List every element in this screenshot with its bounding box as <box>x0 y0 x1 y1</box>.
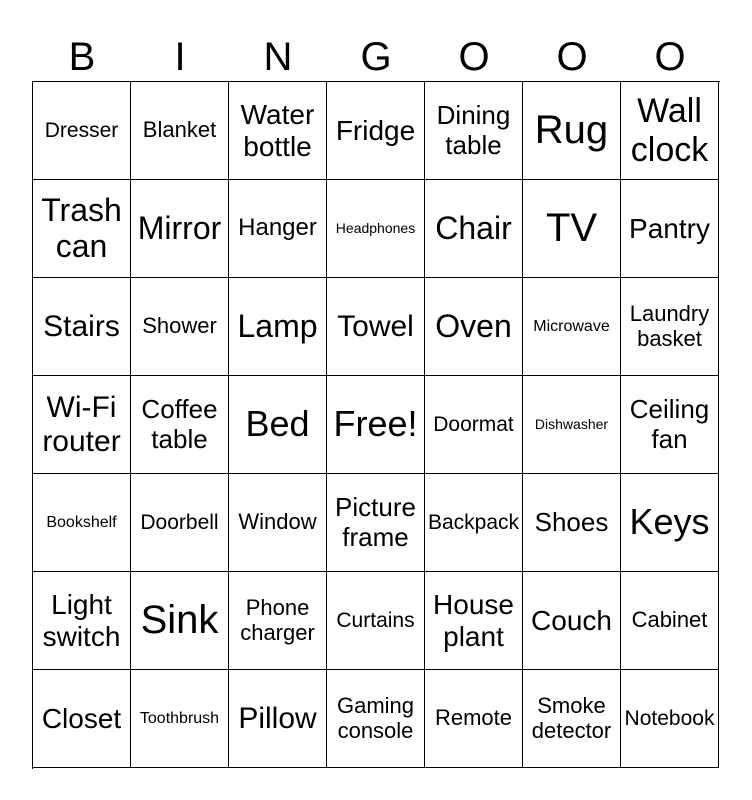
cell-label: Oven <box>435 307 512 344</box>
cell-label: Wall clock <box>630 92 709 169</box>
cell-label: Headphones <box>335 219 416 236</box>
bingo-cell[interactable] <box>229 474 327 572</box>
bingo-cell[interactable] <box>425 670 523 768</box>
bingo-cell[interactable] <box>131 670 229 768</box>
bingo-cell[interactable] <box>327 180 425 278</box>
cell-label: Chair <box>435 209 512 246</box>
cell-label: Remote <box>434 705 513 731</box>
bingo-cell[interactable] <box>523 474 621 572</box>
cell-label: Curtains <box>336 608 415 632</box>
bingo-cell[interactable] <box>327 572 425 670</box>
header-letter-g: G <box>360 35 392 79</box>
cell-label: Hanger <box>238 214 317 242</box>
cell-label: Shoes <box>534 506 609 537</box>
cell-label: Couch <box>531 604 612 636</box>
cell-label: Blanket <box>142 117 217 143</box>
cell-label: Mirror <box>137 209 222 246</box>
bingo-cell[interactable] <box>523 376 621 474</box>
bingo-cell[interactable] <box>425 376 523 474</box>
bingo-cell[interactable] <box>425 82 523 180</box>
bingo-cell[interactable] <box>425 180 523 278</box>
bingo-cell[interactable] <box>131 572 229 670</box>
bingo-cell[interactable] <box>621 82 719 180</box>
bingo-cell[interactable] <box>523 180 621 278</box>
cell-label: Closet <box>41 702 122 734</box>
cell-label: Bookshelf <box>46 513 117 531</box>
cell-label: Backpack <box>427 510 520 534</box>
cell-label: Toothbrush <box>139 709 220 727</box>
bingo-cell[interactable] <box>621 278 719 376</box>
bingo-cell[interactable] <box>523 278 621 376</box>
cell-label: Shower <box>142 313 217 339</box>
header-letter-o-1: O <box>458 35 490 79</box>
bingo-cell[interactable] <box>621 376 719 474</box>
cell-label: Cabinet <box>631 607 708 633</box>
bingo-cell[interactable] <box>33 376 131 474</box>
bingo-cell[interactable] <box>131 278 229 376</box>
bingo-cell[interactable] <box>621 180 719 278</box>
bingo-cell[interactable] <box>229 376 327 474</box>
cell-label: Doormat <box>433 412 514 436</box>
bingo-cell[interactable] <box>425 474 523 572</box>
bingo-cell[interactable] <box>33 82 131 180</box>
bingo-cell[interactable] <box>229 82 327 180</box>
bingo-cell[interactable] <box>33 180 131 278</box>
cell-label: House plant <box>433 589 514 652</box>
bingo-cell[interactable] <box>425 572 523 670</box>
bingo-cell[interactable] <box>621 572 719 670</box>
bingo-cell[interactable] <box>131 180 229 278</box>
cell-label: Laundry basket <box>629 300 710 351</box>
header-letter-n: N <box>263 35 293 79</box>
bingo-cell[interactable] <box>229 180 327 278</box>
cell-label: Pillow <box>238 701 317 735</box>
bingo-cell[interactable] <box>229 572 327 670</box>
bingo-cell[interactable] <box>33 278 131 376</box>
cell-label: Ceiling fan <box>629 394 710 454</box>
bingo-cell[interactable] <box>131 474 229 572</box>
bingo-cell[interactable] <box>621 474 719 572</box>
cell-label: Gaming console <box>336 692 415 743</box>
cell-label: Trash can <box>41 191 122 264</box>
bingo-cell[interactable] <box>131 82 229 180</box>
cell-label: Smoke detector <box>531 692 612 743</box>
cell-label: Microwave <box>533 317 610 335</box>
cell-label: Pantry <box>629 212 710 244</box>
bingo-cell[interactable] <box>131 376 229 474</box>
cell-label: Water bottle <box>240 99 315 162</box>
cell-label: Stairs <box>43 309 120 343</box>
bingo-header <box>33 33 719 81</box>
bingo-cell[interactable] <box>33 474 131 572</box>
bingo-cell[interactable] <box>229 278 327 376</box>
cell-label: Notebook <box>624 706 715 730</box>
cell-label: Doorbell <box>140 510 219 534</box>
cell-label: Keys <box>629 501 710 543</box>
cell-label: Dishwasher <box>534 415 609 432</box>
bingo-cell[interactable] <box>523 82 621 180</box>
cell-label: TV <box>545 206 598 251</box>
bingo-cell[interactable] <box>425 278 523 376</box>
bingo-cell[interactable] <box>327 278 425 376</box>
bingo-cell[interactable] <box>327 82 425 180</box>
cell-label: Wi-Fi router <box>42 390 121 458</box>
cell-label: Dining table <box>436 100 511 160</box>
header-letter-b: B <box>68 35 96 79</box>
header-letter-o-2: O <box>556 35 588 79</box>
cell-label: Window <box>238 509 317 535</box>
bingo-cell[interactable] <box>523 572 621 670</box>
bingo-cell[interactable] <box>33 670 131 768</box>
cell-label: Rug <box>534 108 609 153</box>
bingo-cell[interactable] <box>327 670 425 768</box>
bingo-cell[interactable] <box>327 376 425 474</box>
bingo-cell[interactable] <box>523 670 621 768</box>
bingo-board <box>32 81 720 769</box>
cell-label: Bed <box>245 403 310 445</box>
cell-label: Lamp <box>237 307 318 344</box>
cell-label: Dresser <box>44 118 119 142</box>
cell-label: Light switch <box>42 589 121 652</box>
bingo-cell[interactable] <box>33 572 131 670</box>
cell-label: Phone charger <box>240 594 315 645</box>
cell-label: Fridge <box>335 114 416 146</box>
bingo-cell[interactable] <box>621 670 719 768</box>
cell-label: Sink <box>140 598 219 643</box>
cell-label: Towel <box>337 309 414 343</box>
cell-label: Coffee table <box>141 394 218 454</box>
bingo-cell[interactable] <box>229 670 327 768</box>
bingo-cell[interactable] <box>327 474 425 572</box>
cell-label: Picture frame <box>335 492 416 552</box>
cell-label: Free! <box>333 403 418 445</box>
header-letter-o-3: O <box>654 35 686 79</box>
header-letter-i: I <box>174 35 186 79</box>
